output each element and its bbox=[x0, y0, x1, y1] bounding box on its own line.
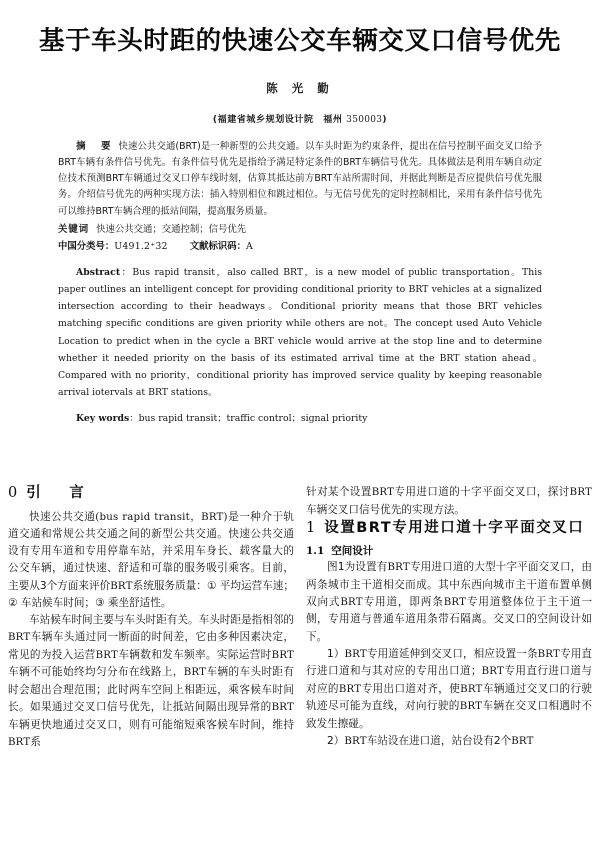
document-code-label: 文献标识码： bbox=[189, 240, 246, 252]
left-paragraph-1: 快速公共交通(bus rapid transit，BRT)是一种介于轨道交通和常规公共交通之间的新型公共交通。快速公共交通设有专用车道和专用停靠车站，并采用车身长、载客量大的公交车辆，通过快速、舒适和可靠的服务吸引乘客。目前，主要从3个方面来评价BRT系统服务质量：① 平均运营车速；② 车站候车时间；③ 乘坐舒适性。 bbox=[8, 510, 294, 610]
section-heading-1 bbox=[306, 519, 592, 539]
english-keywords bbox=[58, 410, 542, 427]
english-keywords-label: Key words bbox=[76, 413, 130, 425]
author-name: 陈 光 勤 bbox=[266, 80, 334, 95]
chinese-keywords bbox=[58, 222, 542, 238]
affiliation-close-paren: ) bbox=[382, 114, 388, 125]
section-title-1: 设置BRT专用进口道十字平面交叉口 bbox=[324, 519, 585, 536]
affiliation bbox=[30, 112, 570, 125]
body-columns bbox=[0, 484, 600, 842]
right-list-item-1: 1）BRT专用道延伸到交叉口，相应设置一条BRT专用直行进口道和与其对应的专用出口道；BRT专用直行进口道与对应的BRT专用出口道对齐，使BRT车辆通过交叉口的行驶轨迹尽可能为直线，对向行驶的BRT车辆在交叉口相遇时不致发生擦碰。 bbox=[306, 647, 592, 730]
subsection-heading-1-1 bbox=[306, 543, 592, 558]
right-paragraph-continued: 针对某个设置BRT专用进口道的十字平面交叉口，探讨BRT车辆交叉口信号优先的实现方法。 bbox=[306, 486, 592, 516]
chinese-abstract-label: 摘 要 bbox=[76, 140, 114, 152]
page-title: 基于车头时距的快速公交车辆交叉口信号优先 bbox=[38, 26, 561, 56]
english-abstract-label: Abstract bbox=[76, 266, 121, 278]
section-number-1: 1 bbox=[306, 519, 316, 536]
classification-line bbox=[58, 239, 542, 256]
affiliation-postcode: 350003 bbox=[346, 114, 383, 125]
chinese-abstract-text: 快速公共交通(BRT)是一种新型的公共交通。以车头时距为约束条件，提出在信号控制平面交叉口给予BRT车辆有条件信号优先。有条件信号优先是指给予满足特定条件的BRT车辆信号优先。具体做法是利用车辆自动定位技术预测BRT车辆通过交叉口停车线时刻，估算其抵达前方BRT车站所需时间，并据此判断是否应提供信号优先服务。介绍信号优先的两种实现方法：插入特别相位和跳过相位。与无信号优先的定时控制相比，采用有条件信号优先可以维持BRT车辆合理的抵站间隔，提高服务质量。 bbox=[58, 140, 542, 217]
clc-value: U491.2⁺32 bbox=[114, 240, 168, 252]
chinese-keywords-label: 关键词 bbox=[58, 223, 90, 235]
chinese-keywords-text: 快速公共交通；交通控制；信号优先 bbox=[96, 223, 247, 235]
abstract-area bbox=[58, 139, 542, 428]
english-keywords-text: ：bus rapid transit；traffic control；signal priority bbox=[129, 413, 368, 425]
subsection-title-1-1: 空间设计 bbox=[331, 545, 374, 558]
english-abstract bbox=[58, 264, 542, 402]
affiliation-institution: (福建省城乡规划设计院 福州 bbox=[212, 114, 347, 125]
right-list-item-2: 2）BRT车站设在进口道，站台设有2个BRT bbox=[327, 734, 534, 747]
document-code-value: A bbox=[245, 240, 253, 252]
section-heading-0 bbox=[8, 484, 294, 504]
english-abstract-text: ：Bus rapid transit，also called BRT，is a new model of public transportation。This paper outlines an intelligent concept for providing conditional priority to BRT vehicles at a signalized intersection according to their headways。Conditional priority means that those BRT vehicles matching specific conditions are given priority while others are not。The concept used Auto Vehicle Location to predict when in the cycle a BRT vehicle would arrive at the stop line and to determine whether it needed priority on the basis of its estimated arrival time at the BRT station ahead。Compared with no priority，conditional priority has improved service quality by keeping reasonable arrival iotervals at BRT stations。 bbox=[58, 266, 542, 399]
left-paragraph-2: 车站候车时间主要与车头时距有关。车头时距是指相邻的BRT车辆车头通过同一断面的时间差，它由多种因素决定，常见的为投入运营BRT车辆数和发车频率。实际运营时BRT车辆不可能始终均匀分布在线路上，BRT车辆的车头时距有时会超出合理范围；此时两车空间上相距远，乘客候车时间长。如果通过交叉口信号优先，让抵站间隔出现异常的BRT车辆更快地通过交叉口，则有可能缩短乘客候车时间，维持BRT系 bbox=[8, 614, 294, 748]
left-column bbox=[8, 484, 294, 842]
section-number-0: 0 bbox=[8, 485, 18, 501]
right-column bbox=[306, 484, 592, 842]
chinese-abstract bbox=[58, 139, 542, 220]
subsection-number-1-1: 1.1 bbox=[306, 545, 325, 558]
right-paragraph-1: 图1为设置有BRT专用进口道的大型十字平面交叉口，由两条城市主干道相交而成。其中东西向城市主干道布置单侧双向式BRT专用道，即两条BRT专用道整体位于主干道一侧，专用道与普通车道用条带石隔离。交叉口的空间设计如下。 bbox=[306, 561, 592, 643]
title-block bbox=[0, 0, 600, 125]
clc-label: 中国分类号： bbox=[58, 240, 115, 252]
section-title-0: 引 言 bbox=[26, 485, 91, 501]
